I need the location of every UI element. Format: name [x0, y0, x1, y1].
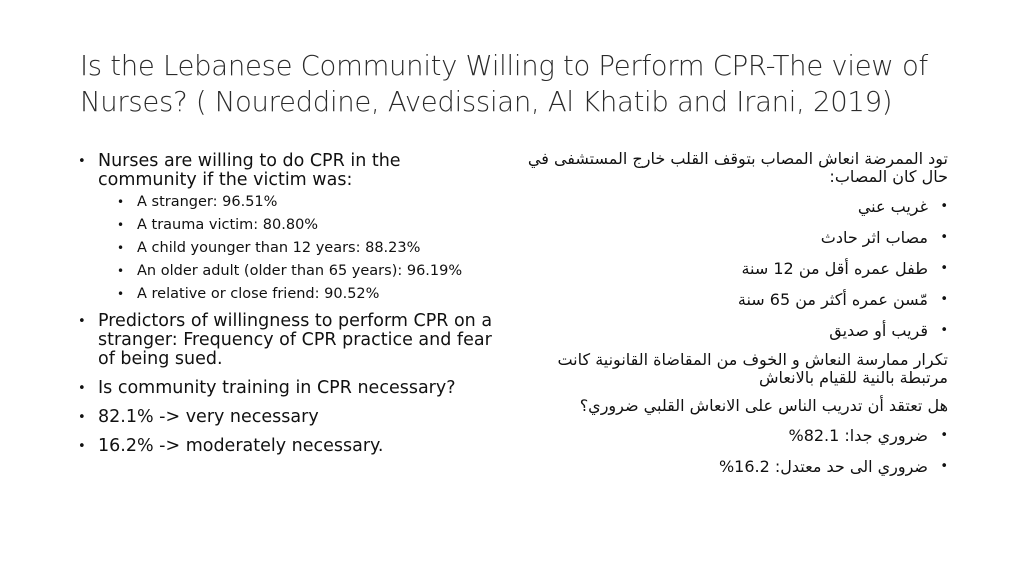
question-bullet	[78, 379, 498, 398]
victim-text: A child younger than 12 years: 88.23%	[137, 240, 421, 256]
victim-item-older-adult	[98, 263, 498, 279]
intro-bullet	[78, 152, 498, 302]
english-content	[78, 152, 498, 466]
answer-moderate-bullet	[78, 437, 498, 456]
arabic-victim-relative	[508, 320, 948, 342]
answer-moderate-text: 16.2% -> moderately necessary.	[98, 436, 384, 456]
arabic-victim-text: مصاب اثر حادث	[820, 228, 928, 247]
bullet-icon: •	[78, 314, 86, 329]
victim-text: An older adult (older than 65 years): 96.19%	[137, 263, 463, 279]
bullet-icon: •	[78, 381, 86, 396]
bullet-icon: •	[940, 199, 948, 214]
arabic-answer-moderate	[508, 456, 948, 478]
slide-title-line1: Is the Lebanese Community Willing to Perform CPR-The view of	[80, 50, 928, 82]
bullet-icon: •	[78, 154, 86, 169]
victim-text: A relative or close friend: 90.52%	[137, 286, 380, 302]
victim-item-child	[98, 240, 498, 256]
arabic-answer-list	[508, 425, 948, 478]
bullet-icon: •	[117, 264, 125, 278]
bullet-icon: •	[117, 241, 125, 255]
bullet-icon: •	[940, 323, 948, 338]
arabic-victim-older-adult	[508, 289, 948, 311]
arabic-victim-text: طفل عمره أقل من 12 سنة	[741, 259, 928, 278]
victim-item-relative	[98, 286, 498, 302]
slide-title	[80, 48, 980, 120]
slide-title-line2: Nurses? ( Noureddine, Avedissian, Al Khatib and Irani, 2019)	[80, 86, 893, 118]
victim-item-stranger	[98, 194, 498, 210]
bullet-icon: •	[78, 439, 86, 454]
question-text: Is community training in CPR necessary?	[98, 378, 456, 398]
arabic-predictors: تكرار ممارسة النعاش و الخوف من المقاضاة القانونية كانت مرتبطة بالنية للقيام بالانعاش	[557, 350, 948, 387]
victim-text: A trauma victim: 80.80%	[137, 217, 319, 233]
victim-item-trauma	[98, 217, 498, 233]
arabic-answer-text: ضروري الى حد معتدل: 16.2%	[718, 457, 928, 476]
predictors-bullet	[78, 312, 498, 369]
arabic-intro: تود الممرضة انعاش المصاب بتوقف القلب خارج المستشفى في حال كان المصاب:	[527, 149, 948, 186]
answer-very-bullet	[78, 408, 498, 427]
bullet-icon: •	[940, 292, 948, 307]
arabic-victim-child	[508, 258, 948, 280]
arabic-victim-text: مّسن عمره أكثر من 65 سنة	[737, 290, 928, 309]
arabic-question: هل تعتقد أن تدريب الناس على الانعاش القلبي ضروري؟	[579, 396, 948, 415]
victim-sublist	[98, 194, 498, 302]
bullet-icon: •	[940, 230, 948, 245]
english-bullet-list	[78, 152, 498, 456]
bullet-icon: •	[117, 218, 125, 232]
bullet-icon: •	[940, 459, 948, 474]
answer-very-text: 82.1% -> very necessary	[98, 407, 319, 427]
victim-text: A stranger: 96.51%	[137, 194, 278, 210]
bullet-icon: •	[117, 195, 125, 209]
arabic-victim-text: غريب عني	[857, 197, 928, 216]
bullet-icon: •	[78, 410, 86, 425]
intro-text: Nurses are willing to do CPR in the community if the victim was:	[98, 151, 401, 190]
predictors-text: Predictors of willingness to perform CPR on a stranger: Frequency of CPR practice and fear of being sued.	[98, 311, 493, 369]
bullet-icon: •	[940, 428, 948, 443]
arabic-content	[508, 150, 948, 487]
arabic-victim-stranger	[508, 196, 948, 218]
arabic-victim-text: قريب أو صديق	[829, 321, 928, 340]
arabic-victim-trauma	[508, 227, 948, 249]
arabic-answer-very	[508, 425, 948, 447]
bullet-icon: •	[940, 261, 948, 276]
arabic-victim-list	[508, 196, 948, 342]
arabic-answer-text: ضروري جدا: 82.1%	[788, 426, 928, 445]
bullet-icon: •	[117, 287, 125, 301]
